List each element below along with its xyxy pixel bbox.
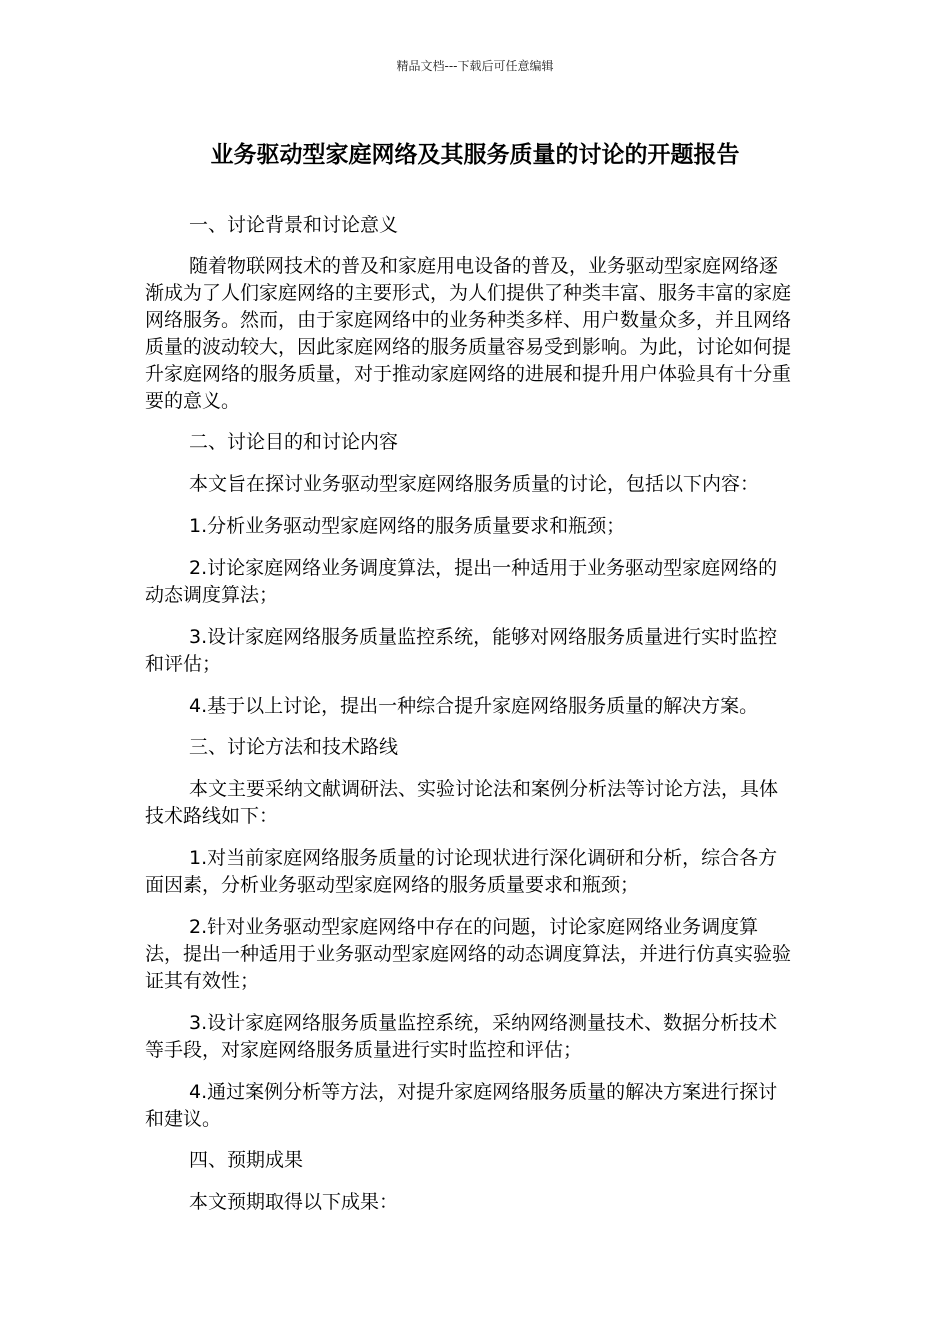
header-note: 精品文档---下载后可任意编辑 <box>396 59 554 73</box>
section-2-item-2: 2.讨论家庭网络业务调度算法，提出一种适用于业务驱动型家庭网络的动态调度算法； <box>145 557 778 606</box>
section-1-heading: 一、讨论背景和讨论意义 <box>189 214 399 236</box>
section-2-item-4: 4.基于以上讨论，提出一种综合提升家庭网络服务质量的解决方案。 <box>189 695 759 717</box>
section-2-item-3: 3.设计家庭网络服务质量监控系统，能够对网络服务质量进行实时监控和评估； <box>145 626 778 675</box>
section-4-heading: 四、预期成果 <box>189 1149 304 1171</box>
section-1-body: 随着物联网技术的普及和家庭用电设备的普及，业务驱动型家庭网络逐渐成为了人们家庭网络的主要形式，为人们提供了种类丰富、服务丰富的家庭网络服务。然而，由于家庭网络中的业务种类多样、用户数量众多，并且网络质量的波动较大，因此家庭网络的服务质量容易受到影响。为此，讨论如何提升家庭网络的服务质量，对于推动家庭网络的进展和提升用户体验具有十分重要的意义。 <box>145 255 792 412</box>
section-3-intro: 本文主要采纳文献调研法、实验讨论法和案例分析法等讨论方法，具体技术路线如下： <box>145 778 779 827</box>
section-3-item-1: 1.对当前家庭网络服务质量的讨论现状进行深化调研和分析，综合各方面因素，分析业务驱动型家庭网络的服务质量要求和瓶颈； <box>145 847 778 896</box>
section-2-item-1: 1.分析业务驱动型家庭网络的服务质量要求和瓶颈； <box>189 515 626 537</box>
section-2-intro: 本文旨在探讨业务驱动型家庭网络服务质量的讨论，包括以下内容： <box>189 473 760 495</box>
section-3-item-3: 3.设计家庭网络服务质量监控系统，采纳网络测量技术、数据分析技术等手段，对家庭网络服务质量进行实时监控和评估； <box>145 1012 778 1061</box>
document-title: 业务驱动型家庭网络及其服务质量的讨论的开题报告 <box>210 142 740 168</box>
section-3-heading: 三、讨论方法和技术路线 <box>189 736 399 758</box>
section-2-heading: 二、讨论目的和讨论内容 <box>189 431 399 453</box>
section-3-item-4: 4.通过案例分析等方法，对提升家庭网络服务质量的解决方案进行探讨和建议。 <box>145 1081 778 1130</box>
section-3-item-2: 2.针对业务驱动型家庭网络中存在的问题，讨论家庭网络业务调度算法，提出一种适用于业务驱动型家庭网络的动态调度算法，并进行仿真实验验证其有效性； <box>145 916 792 992</box>
document-body <box>145 212 795 1216</box>
section-4-intro: 本文预期取得以下成果： <box>189 1191 399 1213</box>
